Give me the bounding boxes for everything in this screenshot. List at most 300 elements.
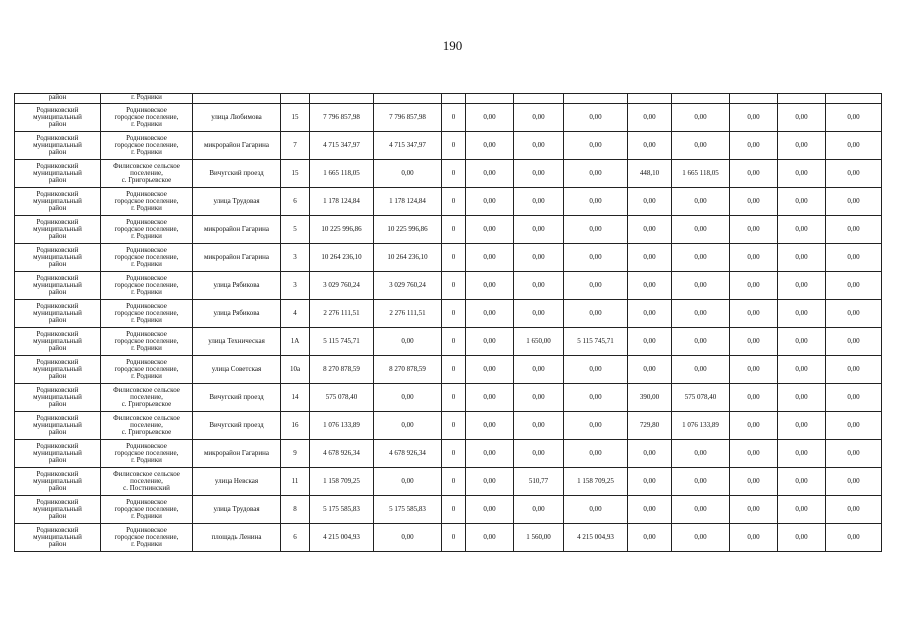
- settlement-line: с. Григорьевское: [121, 176, 172, 184]
- value-cell: 0,00: [826, 300, 882, 328]
- value-cell: 0,00: [826, 496, 882, 524]
- street-cell: Вичугский проезд: [193, 160, 281, 188]
- value-cell: 0,00: [826, 440, 882, 468]
- district-line: Родниковский: [36, 414, 79, 422]
- value-cell: 0: [442, 328, 466, 356]
- empty-cell: [310, 94, 374, 104]
- value-cell: 0,00: [466, 300, 514, 328]
- district-line: муниципальный: [33, 421, 82, 429]
- value-cell: 0,00: [730, 300, 778, 328]
- value-cell: 729,80: [628, 412, 672, 440]
- value-cell: 0,00: [826, 412, 882, 440]
- settlement-cell: [101, 300, 193, 328]
- value-cell: 0,00: [826, 244, 882, 272]
- table-row-carryover: [15, 94, 882, 104]
- table-row: [15, 440, 882, 468]
- district-line: муниципальный: [33, 337, 82, 345]
- value-cell: 0,00: [730, 328, 778, 356]
- value-cell: 0,00: [672, 440, 730, 468]
- value-cell: 0,00: [730, 356, 778, 384]
- value-cell: 0,00: [514, 496, 564, 524]
- total-cost-cell: 4 215 004,93: [310, 524, 374, 552]
- value-cell: 0,00: [730, 272, 778, 300]
- value-cell: 448,10: [628, 160, 672, 188]
- district-line: район: [48, 456, 67, 464]
- house-number-cell: 7: [281, 132, 310, 160]
- street-cell: микрорайон Гагарина: [193, 440, 281, 468]
- district-cell: [15, 468, 101, 496]
- settlement-line: г. Родники: [131, 148, 162, 156]
- settlement-line: г. Родники: [131, 288, 162, 296]
- house-number-cell: 6: [281, 188, 310, 216]
- value-cell: 0: [442, 412, 466, 440]
- value-cell: 0,00: [564, 188, 628, 216]
- value-cell: 0,00: [514, 384, 564, 412]
- value-cell: 10 264 236,10: [374, 244, 442, 272]
- value-cell: 0,00: [564, 244, 628, 272]
- district-line: Родниковский: [36, 190, 79, 198]
- settlement-line: городское поселение,: [114, 141, 179, 149]
- value-cell: 0,00: [514, 104, 564, 132]
- table-row: [15, 384, 882, 412]
- value-cell: 0,00: [514, 216, 564, 244]
- value-cell: 0,00: [778, 496, 826, 524]
- empty-cell: [778, 94, 826, 104]
- house-number-cell: 4: [281, 300, 310, 328]
- value-cell: 0,00: [826, 356, 882, 384]
- total-cost-cell: 10 264 236,10: [310, 244, 374, 272]
- value-cell: 0,00: [628, 104, 672, 132]
- value-cell: 575 078,40: [672, 384, 730, 412]
- value-cell: 0,00: [778, 356, 826, 384]
- street-cell: улица Рябикова: [193, 272, 281, 300]
- settlement-line: Родниковское: [126, 526, 167, 534]
- district-line: муниципальный: [33, 393, 82, 401]
- value-cell: 0,00: [514, 440, 564, 468]
- total-cost-cell: 3 029 760,24: [310, 272, 374, 300]
- district-line: Родниковский: [36, 134, 79, 142]
- table-row: [15, 216, 882, 244]
- table-row: [15, 244, 882, 272]
- district-line: район: [48, 148, 67, 156]
- house-number-cell: 5: [281, 216, 310, 244]
- district-line: район: [48, 176, 67, 184]
- value-cell: 0,00: [466, 496, 514, 524]
- settlement-line: городское поселение,: [114, 365, 179, 373]
- district-line: Родниковский: [36, 526, 79, 534]
- value-cell: 0,00: [730, 216, 778, 244]
- district-cell: [15, 216, 101, 244]
- settlement-line: городское поселение,: [114, 253, 179, 261]
- settlement-line: г. Родники: [131, 456, 162, 464]
- value-cell: 1 076 133,89: [672, 412, 730, 440]
- settlement-line: городское поселение,: [114, 225, 179, 233]
- value-cell: 0,00: [778, 328, 826, 356]
- district-line: Родниковский: [36, 302, 79, 310]
- street-cell: Вичугский проезд: [193, 384, 281, 412]
- street-cell: площадь Ленина: [193, 524, 281, 552]
- house-number-cell: 8: [281, 496, 310, 524]
- total-cost-cell: 5 175 585,83: [310, 496, 374, 524]
- value-cell: 0: [442, 160, 466, 188]
- settlement-line: г. Родники: [131, 232, 162, 240]
- value-cell: 0: [442, 356, 466, 384]
- value-cell: 0,00: [826, 272, 882, 300]
- value-cell: 0,00: [778, 104, 826, 132]
- settlement-line: г. Родники: [131, 344, 162, 352]
- house-number-cell: 11: [281, 468, 310, 496]
- settlement-line: городское поселение,: [114, 197, 179, 205]
- district-line: район: [48, 372, 67, 380]
- house-number-cell: 10а: [281, 356, 310, 384]
- settlement-line: поселение,: [130, 393, 163, 401]
- value-cell: 0,00: [466, 440, 514, 468]
- value-cell: 0,00: [672, 188, 730, 216]
- street-cell: улица Трудовая: [193, 188, 281, 216]
- settlement-line: поселение,: [130, 477, 163, 485]
- empty-cell: [826, 94, 882, 104]
- value-cell: 3 029 760,24: [374, 272, 442, 300]
- total-cost-cell: 575 078,40: [310, 384, 374, 412]
- table-row: [15, 328, 882, 356]
- value-cell: 1 178 124,84: [374, 188, 442, 216]
- house-number-cell: 1А: [281, 328, 310, 356]
- table-row: [15, 356, 882, 384]
- settlement-cell: [101, 524, 193, 552]
- settlement-line: г. Родники: [131, 316, 162, 324]
- value-cell: 4 678 926,34: [374, 440, 442, 468]
- settlement-line: городское поселение,: [114, 449, 179, 457]
- value-cell: 0,00: [514, 356, 564, 384]
- value-cell: 0,00: [730, 468, 778, 496]
- district-line: район: [48, 120, 67, 128]
- table-row: [15, 104, 882, 132]
- settlement-line: Родниковское: [126, 302, 167, 310]
- empty-cell: [730, 94, 778, 104]
- settlement-cell: [101, 132, 193, 160]
- district-line: район: [48, 288, 67, 296]
- housing-register-table: [14, 93, 882, 552]
- total-cost-cell: 8 270 878,59: [310, 356, 374, 384]
- settlement-line: Родниковское: [126, 498, 167, 506]
- table-row: [15, 160, 882, 188]
- district-line: муниципальный: [33, 281, 82, 289]
- district-line: муниципальный: [33, 141, 82, 149]
- value-cell: 0,00: [730, 104, 778, 132]
- value-cell: 0,00: [672, 132, 730, 160]
- district-line: район: [48, 400, 67, 408]
- district-cell: [15, 244, 101, 272]
- district-line: Родниковский: [36, 330, 79, 338]
- table-row: [15, 300, 882, 328]
- value-cell: 390,00: [628, 384, 672, 412]
- settlement-line: Родниковское: [126, 190, 167, 198]
- total-cost-cell: 1 178 124,84: [310, 188, 374, 216]
- street-cell: улица Рябикова: [193, 300, 281, 328]
- value-cell: 0: [442, 272, 466, 300]
- value-cell: 1 158 709,25: [564, 468, 628, 496]
- value-cell: 0,00: [730, 496, 778, 524]
- value-cell: 10 225 996,86: [374, 216, 442, 244]
- district-line: муниципальный: [33, 309, 82, 317]
- settlement-cell: [101, 272, 193, 300]
- value-cell: 0,00: [778, 132, 826, 160]
- house-number-cell: 15: [281, 160, 310, 188]
- total-cost-cell: 2 276 111,51: [310, 300, 374, 328]
- table-row: [15, 524, 882, 552]
- district-cell: [15, 524, 101, 552]
- settlement-line: Филисовское сельское: [113, 414, 180, 422]
- value-cell: 0,00: [730, 524, 778, 552]
- district-cell: [15, 356, 101, 384]
- street-cell: улица Трудовая: [193, 496, 281, 524]
- settlement-line: г. Родники: [131, 260, 162, 268]
- value-cell: 0,00: [778, 412, 826, 440]
- house-number-cell: 14: [281, 384, 310, 412]
- district-cell: [15, 384, 101, 412]
- street-cell: улица Любимова: [193, 104, 281, 132]
- district-cell: [15, 272, 101, 300]
- settlement-cell: [101, 468, 193, 496]
- value-cell: 510,77: [514, 468, 564, 496]
- value-cell: 0,00: [374, 468, 442, 496]
- house-number-cell: 3: [281, 244, 310, 272]
- value-cell: 0,00: [778, 216, 826, 244]
- value-cell: 0,00: [826, 384, 882, 412]
- empty-cell: [514, 94, 564, 104]
- value-cell: 0,00: [514, 272, 564, 300]
- district-line: Родниковский: [36, 442, 79, 450]
- value-cell: 5 115 745,71: [564, 328, 628, 356]
- value-cell: 0,00: [730, 384, 778, 412]
- district-cell: район: [15, 94, 101, 104]
- district-cell: [15, 104, 101, 132]
- settlement-cell: [101, 328, 193, 356]
- settlement-line: поселение,: [130, 421, 163, 429]
- value-cell: 1 650,00: [514, 328, 564, 356]
- value-cell: 0: [442, 468, 466, 496]
- settlement-line: Родниковское: [126, 246, 167, 254]
- value-cell: 0,00: [564, 160, 628, 188]
- value-cell: 0,00: [564, 104, 628, 132]
- value-cell: 0,00: [672, 216, 730, 244]
- settlement-cell: [101, 160, 193, 188]
- value-cell: 0,00: [730, 244, 778, 272]
- value-cell: 0: [442, 300, 466, 328]
- value-cell: 0,00: [672, 356, 730, 384]
- district-line: муниципальный: [33, 533, 82, 541]
- district-line: Родниковский: [36, 386, 79, 394]
- total-cost-cell: 1 665 118,05: [310, 160, 374, 188]
- value-cell: 0,00: [672, 272, 730, 300]
- district-line: муниципальный: [33, 505, 82, 513]
- district-line: Родниковский: [36, 162, 79, 170]
- value-cell: 0,00: [466, 328, 514, 356]
- value-cell: 0: [442, 104, 466, 132]
- value-cell: 0,00: [730, 440, 778, 468]
- value-cell: 0,00: [514, 244, 564, 272]
- total-cost-cell: 1 076 133,89: [310, 412, 374, 440]
- settlement-cell: [101, 216, 193, 244]
- value-cell: 2 276 111,51: [374, 300, 442, 328]
- value-cell: 0,00: [466, 412, 514, 440]
- settlement-line: Родниковское: [126, 134, 167, 142]
- value-cell: 0,00: [514, 300, 564, 328]
- empty-cell: [672, 94, 730, 104]
- value-cell: 0,00: [628, 496, 672, 524]
- table-row: [15, 188, 882, 216]
- district-cell: [15, 496, 101, 524]
- value-cell: 0,00: [564, 384, 628, 412]
- value-cell: 0,00: [564, 412, 628, 440]
- settlement-line: г. Родники: [131, 540, 162, 548]
- settlement-cell: [101, 496, 193, 524]
- value-cell: 0,00: [628, 244, 672, 272]
- value-cell: 0,00: [778, 440, 826, 468]
- value-cell: 1 665 118,05: [672, 160, 730, 188]
- street-cell: улица Техническая: [193, 328, 281, 356]
- district-line: Родниковский: [36, 218, 79, 226]
- settlement-line: городское поселение,: [114, 337, 179, 345]
- district-line: муниципальный: [33, 225, 82, 233]
- district-cell: [15, 412, 101, 440]
- value-cell: 0,00: [564, 496, 628, 524]
- value-cell: 0,00: [374, 160, 442, 188]
- table-row: [15, 496, 882, 524]
- value-cell: 0,00: [564, 272, 628, 300]
- value-cell: 0,00: [778, 244, 826, 272]
- value-cell: 0,00: [826, 104, 882, 132]
- value-cell: 0: [442, 384, 466, 412]
- value-cell: 0,00: [672, 524, 730, 552]
- empty-cell: [193, 94, 281, 104]
- table-body: [15, 94, 882, 552]
- value-cell: 0,00: [564, 300, 628, 328]
- district-cell: [15, 300, 101, 328]
- value-cell: 0,00: [514, 160, 564, 188]
- value-cell: 4 715 347,97: [374, 132, 442, 160]
- value-cell: 0,00: [628, 132, 672, 160]
- value-cell: 0,00: [628, 468, 672, 496]
- settlement-cell: [101, 384, 193, 412]
- value-cell: 0,00: [826, 468, 882, 496]
- value-cell: 0,00: [778, 188, 826, 216]
- value-cell: 0,00: [564, 440, 628, 468]
- settlement-line: с. Постнинский: [123, 484, 170, 492]
- settlement-line: городское поселение,: [114, 281, 179, 289]
- value-cell: 0,00: [374, 328, 442, 356]
- value-cell: 7 796 857,98: [374, 104, 442, 132]
- district-line: район: [48, 316, 67, 324]
- table-row: [15, 272, 882, 300]
- value-cell: 0: [442, 132, 466, 160]
- value-cell: 0,00: [778, 384, 826, 412]
- value-cell: 4 215 004,93: [564, 524, 628, 552]
- settlement-line: г. Родники: [131, 120, 162, 128]
- value-cell: 0,00: [466, 384, 514, 412]
- value-cell: 0: [442, 188, 466, 216]
- settlement-line: Родниковское: [126, 330, 167, 338]
- settlement-line: Родниковское: [126, 218, 167, 226]
- value-cell: 0: [442, 496, 466, 524]
- settlement-cell: [101, 188, 193, 216]
- value-cell: 0,00: [826, 132, 882, 160]
- house-number-cell: 3: [281, 272, 310, 300]
- value-cell: 0,00: [672, 328, 730, 356]
- district-cell: [15, 188, 101, 216]
- value-cell: 0,00: [778, 300, 826, 328]
- settlement-line: Филисовское сельское: [113, 162, 180, 170]
- district-cell: [15, 160, 101, 188]
- district-line: муниципальный: [33, 253, 82, 261]
- value-cell: 0,00: [730, 188, 778, 216]
- district-line: Родниковский: [36, 498, 79, 506]
- value-cell: 0,00: [730, 412, 778, 440]
- value-cell: 1 560,00: [514, 524, 564, 552]
- settlement-cell: [101, 244, 193, 272]
- value-cell: 0: [442, 524, 466, 552]
- district-cell: [15, 440, 101, 468]
- settlement-line: поселение,: [130, 169, 163, 177]
- value-cell: 0,00: [514, 188, 564, 216]
- value-cell: 0,00: [628, 300, 672, 328]
- district-line: муниципальный: [33, 197, 82, 205]
- district-line: Родниковский: [36, 246, 79, 254]
- district-line: муниципальный: [33, 113, 82, 121]
- district-line: муниципальный: [33, 449, 82, 457]
- district-line: муниципальный: [33, 365, 82, 373]
- value-cell: 0,00: [466, 132, 514, 160]
- settlement-line: с. Григорьевское: [121, 428, 172, 436]
- value-cell: 0,00: [730, 132, 778, 160]
- settlement-line: городское поселение,: [114, 533, 179, 541]
- district-line: район: [48, 540, 67, 548]
- house-number-cell: 15: [281, 104, 310, 132]
- district-line: Родниковский: [36, 470, 79, 478]
- district-line: район: [48, 428, 67, 436]
- district-line: муниципальный: [33, 477, 82, 485]
- empty-cell: [374, 94, 442, 104]
- empty-cell: [466, 94, 514, 104]
- value-cell: 0,00: [826, 188, 882, 216]
- value-cell: 0,00: [628, 440, 672, 468]
- value-cell: 0,00: [778, 468, 826, 496]
- value-cell: 0,00: [778, 272, 826, 300]
- settlement-line: г. Родники: [131, 512, 162, 520]
- street-cell: улица Невская: [193, 468, 281, 496]
- value-cell: 0,00: [466, 104, 514, 132]
- value-cell: 0,00: [466, 272, 514, 300]
- value-cell: 0,00: [730, 160, 778, 188]
- value-cell: 0,00: [778, 524, 826, 552]
- value-cell: 0: [442, 244, 466, 272]
- value-cell: 0,00: [466, 468, 514, 496]
- settlement-line: Родниковское: [126, 106, 167, 114]
- settlement-line: городское поселение,: [114, 505, 179, 513]
- district-line: Родниковский: [36, 358, 79, 366]
- value-cell: 0,00: [628, 188, 672, 216]
- settlement-cell: [101, 356, 193, 384]
- settlement-cell: [101, 440, 193, 468]
- table-row: [15, 468, 882, 496]
- value-cell: 0,00: [564, 132, 628, 160]
- total-cost-cell: 4 715 347,97: [310, 132, 374, 160]
- value-cell: 0,00: [374, 524, 442, 552]
- value-cell: 0,00: [466, 356, 514, 384]
- settlement-cell: [101, 412, 193, 440]
- settlement-line: с. Григорьевское: [121, 400, 172, 408]
- district-line: район: [48, 260, 67, 268]
